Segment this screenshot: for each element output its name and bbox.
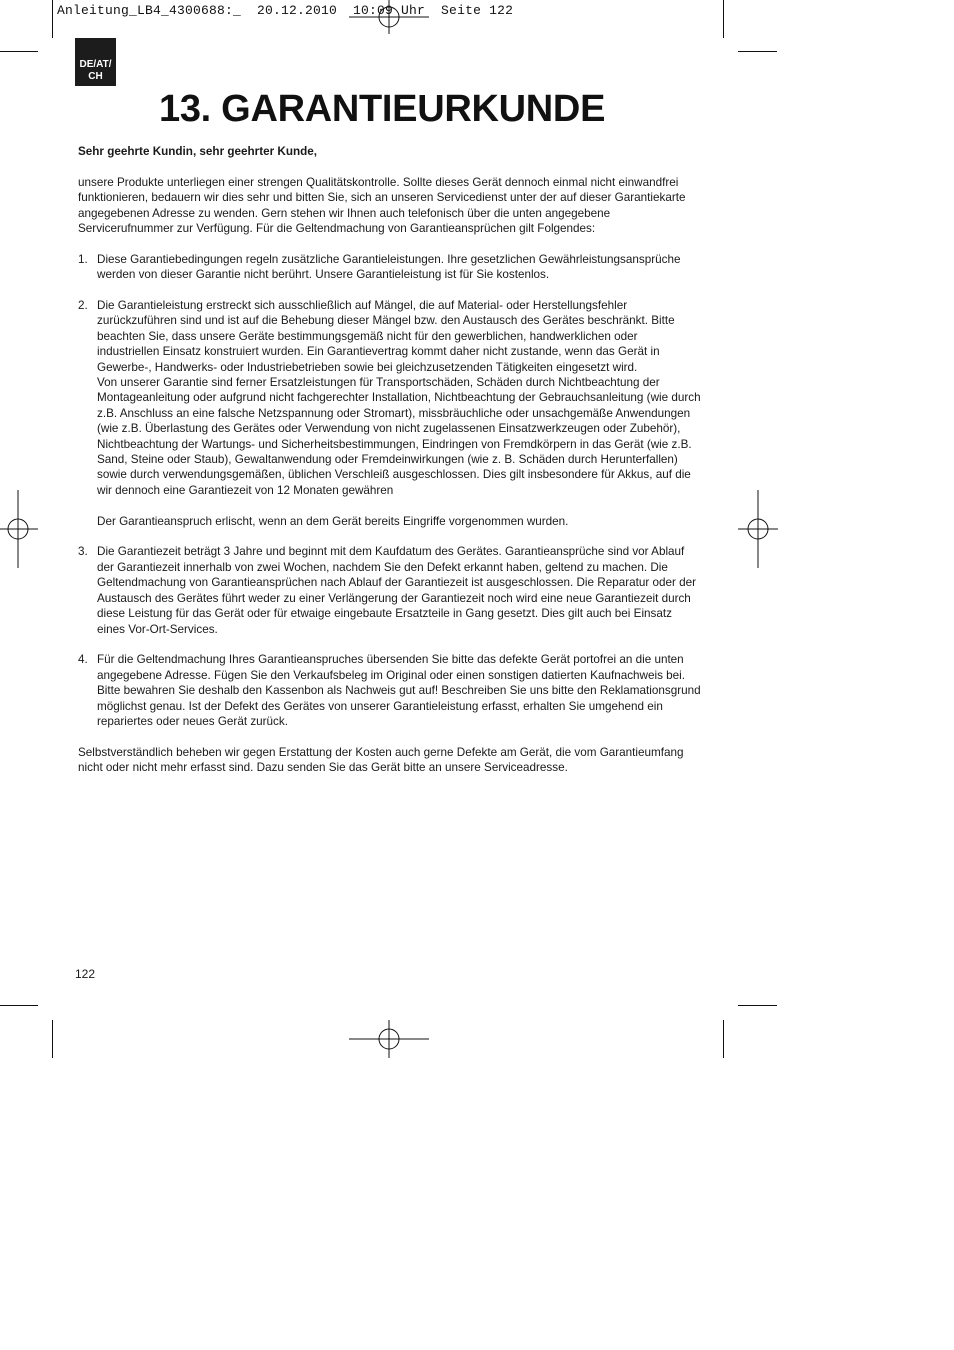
registration-mark-left — [0, 490, 38, 568]
document-body — [78, 144, 703, 776]
print-slug: Anleitung_LB4_4300688:_ 20.12.2010 10:09 Uhr Seite 122 — [57, 3, 514, 18]
list-item-text: Diese Garantiebedingungen regeln zusätzliche Garantieleistungen. Ihre gesetzlichen Gewährleistungsansprüche werden von dieser Garantie nicht berührt. Unsere Garantieleistung ist für Sie kostenlos. — [97, 252, 681, 282]
crop-mark — [52, 0, 53, 38]
language-tab-line1: DE/AT/ — [79, 59, 112, 70]
list-item-text: Die Garantieleistung erstreckt sich ausschließlich auf Mängel, die auf Material- oder Herstellungsfehler zurückzuführen sind und ist auf die Behebung dieser Mängel bzw. den Austausch des Gerätes beschränkt. Bitte beachten Sie, dass unsere Geräte bestimmungsgemäß nicht für den gewerblichen, handwerklichen oder industriellen Einsatz konstruiert wurden. Ein Garantievertrag kommt daher nicht zustande, wenn das Gerät in Gewerbe-, Handwerks- oder Industriebetrieben sowie bei gleichzusetzenden Tätigkeiten eingesetzt wird. — [97, 299, 675, 374]
list-item-text: Für die Geltendmachung Ihres Garantieanspruches übersenden Sie bitte das defekte Gerät portofrei an die unten angegebene Adresse. Fügen Sie den Verkaufsbeleg im Original oder einen sonstigen datierten Kaufnachweis bei. Bitte bewahren Sie deshalb den Kassenbon als Nachweis gut auf! Beschreiben Sie uns bitte den Reklamationsgrund möglichst genau. Ist der Defekt des Gerätes von unserer Garantieleistung erfasst, erhalten Sie umgehend ein repariertes oder neues Gerät zurück. — [97, 653, 701, 728]
crop-mark — [738, 1005, 777, 1006]
crop-mark — [738, 51, 777, 52]
list-item-number: 4. — [78, 653, 88, 667]
warranty-conditions-list — [78, 252, 703, 730]
list-item — [78, 652, 703, 729]
closing-paragraph: Selbstverständlich beheben wir gegen Erstattung der Kosten auch gerne Defekte am Gerät, die vom Garantieumfang nicht oder nicht mehr erfasst sind. Dazu senden Sie das Gerät bitte an unsere Serviceadresse. — [78, 745, 684, 775]
registration-mark-bottom — [349, 1020, 429, 1058]
salutation: Sehr geehrte Kundin, sehr geehrter Kunde, — [78, 145, 317, 158]
registration-mark-top — [349, 0, 429, 34]
list-item-text: Die Garantiezeit beträgt 3 Jahre und beginnt mit dem Kaufdatum des Gerätes. Garantieansprüche sind vor Ablauf der Garantiezeit innerhalb von zwei Wochen, nachdem Sie den Defekt erkannt haben, geltend zu machen. Die Geltendmachung von Garantieansprüchen nach Ablauf der Garantiezeit ist ausgeschlossen. Die Reparatur oder der Austausch des Gerätes führt weder zu einer Verlängerung der Garantiezeit noch wird eine neue Garantiezeit durch diese Leistung für das Gerät oder für etwaige eingebaute Ersatzteile in Gang gesetzt. Dies gilt auch bei Einsatz eines Vor-Ort-Services. — [97, 545, 697, 636]
list-item — [78, 298, 703, 529]
intro-paragraph: unsere Produkte unterliegen einer strengen Qualitätskontrolle. Sollte dieses Gerät dennoch einmal nicht einwandfrei funktionieren, bedauern wir dies sehr und bitten Sie, sich an unseren Servicedienst unter der auf dieser Garantiekarte angegebenen Adresse zu wenden. Gern stehen wir Ihnen auch telefonisch über die unten angegebene Servicerufnummer zur Verfügung. Für die Geltendmachung von Garantieansprüchen gilt Folgendes: — [78, 175, 686, 236]
list-item-number: 1. — [78, 252, 88, 266]
crop-mark — [0, 51, 38, 52]
list-item — [78, 544, 703, 636]
list-item-text-voiding: Der Garantieanspruch erlischt, wenn an dem Gerät bereits Eingriffe vorgenommen wurden. — [97, 514, 569, 528]
list-item-text-exclusions: Von unserer Garantie sind ferner Ersatzleistungen für Transportschäden, Schäden durch Nichtbeachtung der Montageanleitung oder aufgrund nicht fachgerechter Installation, Nichtbeachtung der Gebrauchsanleitung (wie durch z.B. Anschluss an eine falsche Netzspannung oder Stromart), missbräuchliche oder unsachgemäße Anwendungen (wie z.B. Überlastung des Gerätes oder Verwendung von nicht zugelassenen Einsatzwerkzeugen oder Zubehör), Nichtbeachtung der Wartungs- und Sicherheitsbestimmungen, Eindringen von Fremdkörpern in das Gerät (wie z.B. Sand, Steine oder Staub), Gewaltanwendung oder Fremdeinwirkungen (wie z. B. Schäden durch Herunterfallen) sowie durch verwendungsgemäßen, üblichen Verschleiß ausgeschlossen. Dies gilt insbesondere für Akkus, auf die wir dennoch eine Garantiezeit von 12 Monaten gewähren — [97, 376, 701, 497]
language-tab-line2: CH — [88, 71, 103, 82]
list-item-number: 3. — [78, 545, 88, 559]
registration-mark-right — [738, 490, 778, 568]
page-title: 13. GARANTIEURKUNDE — [159, 88, 606, 130]
list-item — [78, 252, 703, 283]
crop-mark — [723, 0, 724, 38]
list-item-number: 2. — [78, 299, 88, 313]
crop-mark — [52, 1020, 53, 1058]
crop-mark — [0, 1005, 38, 1006]
page-number: 122 — [75, 967, 96, 981]
language-tab — [75, 38, 116, 86]
crop-mark — [723, 1020, 724, 1058]
